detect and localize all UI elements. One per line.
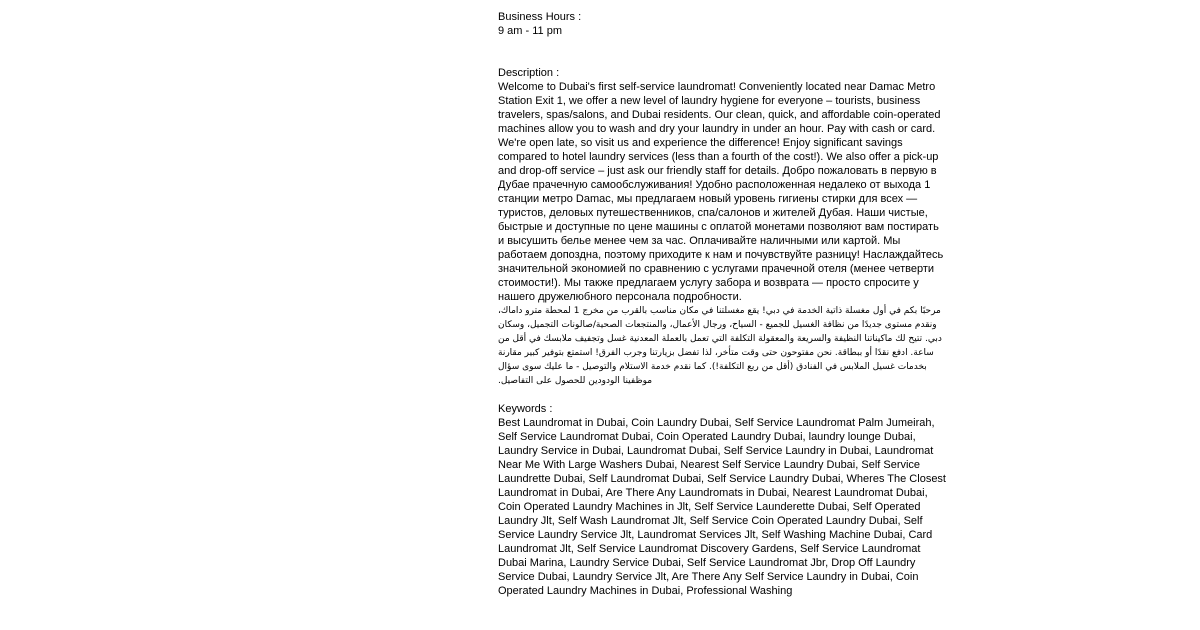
keywords-list: Best Laundromat in Dubai, Coin Laundry Dubai, Self Service Laundromat Palm Jumeirah, Self Service Laundromat Dubai, Coin Operated Laundry Dubai, laundry lounge Dubai, Laundry Service in Dubai, Laundromat Dubai, Self Service Laundry in Dubai, Laundromat Near Me With Large Washers Dubai, Nearest Self Service Laundry Dubai, Self Service Laundrette Dubai, Self Laundromat Dubai, Self Service Laundry Dubai, Wheres The Closest Laundromat in Dubai, Are There Any Laundromats in Dubai, Nearest Laundromat Dubai, Coin Operated Laundry Machines in Jlt, Self Service Launderette Dubai, Self Operated Laundry Jlt, Self Wash Laundromat Jlt, Self Service Coin Operated Laundry Dubai, Self Service Laundry Service Jlt, Laundromat Services Jlt, Self Washing Machine Dubai, Card Laundromat Jlt, Self Service Laundromat Discovery Gardens, Self Service Laundromat Dubai Marina, Laundry Service Dubai, Self Service Laundromat Jbr, Drop Off Laundry Service Dubai, Laundry Service Jlt, Are There Any Self Service Laundry in Dubai, Coin Operated Laundry Machines in Dubai, Professional Washing (498, 417, 946, 597)
business-hours-section (498, 10, 948, 38)
business-hours-value: 9 am - 11 pm (498, 25, 562, 37)
description-label: Description : (498, 67, 560, 79)
keywords-section (498, 402, 948, 598)
description-arabic: مرحبًا بكم في أول مغسلة ذاتية الخدمة في دبي! يقع مغسلتنا في مكان مناسب بالقرب من مخرج 1 لمحطة مترو داماك، ونقدم مستوى جديدًا من نظافة الغسيل للجميع - السياح، ورجال الأعمال، والمنتجعات الصحية/صالونات التجميل، وسكان دبي. تتيح لك ماكيناتنا النظيفة والسريعة والمعقولة التكلفة التي تعمل بالعملة المعدنية غسل وتجفيف ملابسك في أقل من ساعة. ادفع نقدًا أو ببطاقة. نحن مفتوحون حتى وقت متأخر، لذا تفضل بزيارتنا وجرب الفرق! استمتع بتوفير كبير مقارنة بخدمات غسيل الملابس في الفنادق (أقل من ربع التكلفة!). كما نقدم خدمة الاستلام والتوصيل - ما عليك سوى سؤال موظفينا الودودين للحصول على التفاصيل. (498, 306, 942, 386)
description-english-russian: Welcome to Dubai's first self-service laundromat! Conveniently located near Damac Metro Station Exit 1, we offer a new level of laundry hygiene for everyone – tourists, business travelers, spas/salons, and Dubai residents. Our clean, quick, and affordable coin-operated machines allow you to wash and dry your laundry in under an hour. Pay with cash or card. We're open late, so visit us and experience the difference! Enjoy significant savings compared to hotel laundry services (less than a fourth of the cost!). We also offer a pick-up and drop-off service – just ask our friendly staff for details. Добро пожаловать в первую в Дубае прачечную самообслуживания! Удобно расположенная недалеко от выхода 1 станции метро Damac, мы предлагаем новый уровень гигиены стирки для всех — туристов, деловых путешественников, спа/салонов и жителей Дубая. Наши чистые, быстрые и доступные по цене машины с оплатой монетами позволяют вам постирать и высушить белье менее чем за час. Оплачивайте наличными или картой. Мы работаем допоздна, поэтому приходите к нам и почувствуйте разницу! Наслаждайтесь значительной экономией по сравнению с услугами прачечной отеля (менее четверти стоимости!). Мы также предлагаем услугу забора и возврата — просто спросите у нашего дружелюбного персонала подробности. (498, 81, 944, 303)
keywords-label: Keywords : (498, 403, 553, 415)
business-hours-label: Business Hours : (498, 11, 582, 23)
business-listing-text (498, 10, 948, 598)
description-section (498, 66, 948, 388)
